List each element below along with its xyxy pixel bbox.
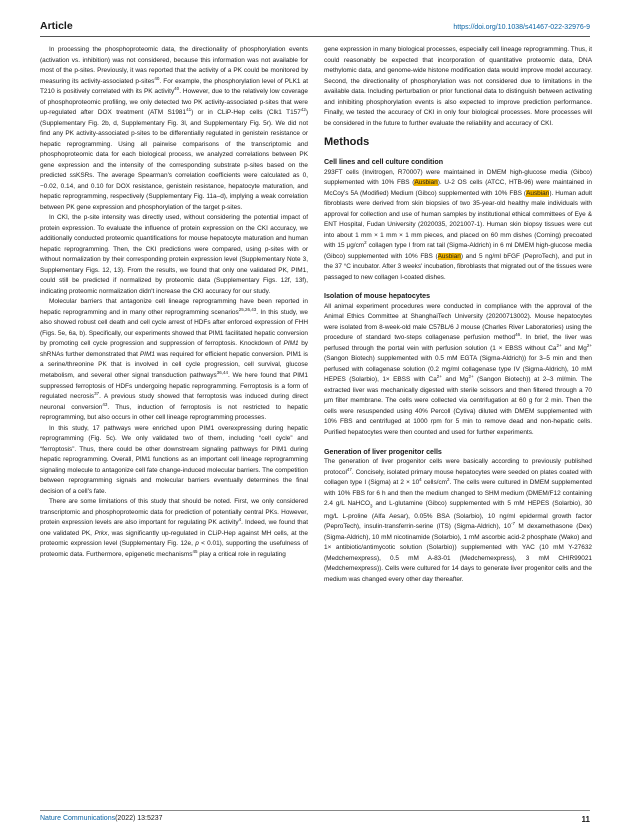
- subsection-heading: Generation of liver progenitor cells: [324, 447, 442, 456]
- right-column: [324, 45, 592, 585]
- highlight: Ausbian: [414, 179, 438, 187]
- subsection-heading: Isolation of mouse hepatocytes: [324, 292, 431, 301]
- paragraph: There are some limitations of this study that should be noted. First, we only considered transcriptomic and phosphoproteomic data for prediction of potentially central PKs. However, protein expression levels are also important for regulating PK activity$^4$. Indeed, we found that one validated PK, Prkx, was significantly up-regulated in CLiP-Hep against MH cells, at the proteomic expression level (Supplementary Fig. 12e, p < 0.01), supporting the usefulness of proteomic data. Furthermore, epigenetic mechanisms$^{45}$ play a critical role in regulating: [40, 498, 308, 558]
- page-header: [40, 20, 590, 36]
- page-footer: [40, 815, 590, 824]
- paragraph: 293FT cells (Invitrogen, R70007) were maintained in DMEM high-glucose media (Gibco) supplemented with 10% FBS (Ausbian). U-2 OS cells (ATCC, HTB-96) were maintained in McCoy's 5A (Modified) Medium (Gibco) supplemented with 10% FBS (Ausbian). Human adult fibroblasts were derived from skin biopsies of two 35-year-old healthy male individuals with approval for collection and use of human samples by institutional ethical committees of Eye & ENT Hospital, Fudan University (2020035, 2021007-1). Human skin biopsy tissues were cut into about 1 mm × 1 mm × 1 mm pieces, and placed on 60 mm dishes (Corning) precoated with 15 $\mu g/cm^2$ collagen type I from rat tail (Sigma-Aldrich) in 6 ml DMEM high-glucose media (Gibco) supplemented with 10% FBS (Ausbian) and 5 ng/ml bFGF (PeproTech), and put in the 37 °C incubator. After 3 weeks' incubation, fibroblasts that migrated out of the tissues were passaged to new collagen I-coated dishes.: [324, 168, 592, 281]
- subsection-heading: Cell lines and cell culture condition: [324, 158, 444, 167]
- highlight: Ausbian: [526, 189, 550, 197]
- page-number: 11: [581, 815, 590, 824]
- footer-divider: [40, 810, 590, 811]
- paragraph: All animal experiment procedures were conducted in compliance with the approval of the Animal Ethics Committee at ShanghaiTech University (20200713002). Mouse hepatocytes were isolated from 8-week-old male C57BL/6 J mouse (Charles River Laboratories) using the procedure of standard two-steps collagenase perfusion method$^{46}$. In brief, the liver was perfused through the portal vein with perfusion solution (1 × EBSS without $Ca^{2+}$ and $Mg^{2+}(Sangon$ Biotech) supplemented with 0.5 mM EGTA (Sigma-Aldrich)) for 3–5 min and then perfused with collagenase solution (0.2 mg/ml collagenase type IV (Sigma-Aldrich), 10 mM HEPES (Solarbio), 1× EBSS with $Ca^{2+}$ and $Mg^{2+}$ (Sangon Biotech)) at 2–3 ml/min. The extracted liver was mechanically digested with sterile scissors and then filtered through a 70 μm filter membrane. The cells were collected via centrifugation at 60 g for 2 min. Then the cells were resuspended using 40% Percoll (Cytiva) diluted with DMEM supplemented with 10% FBS and centrifuged at 1000 rpm for 5 min to remove dead and non-hepatic cells. Purified hepatocytes were then counted and used for further experiments.: [324, 302, 592, 436]
- paragraph: The generation of liver progenitor cells were basically according to previously published protocol$^{47}$. Concisely, isolated primary mouse hepatocytes were seeded on plates coated with collagen type I (Sigma) at $2 \times 10^4$ cells/$cm^2$. The cells were cultured in DMEM supplemented with 10% FBS for 6 h and then the medium changed to SHM medium (DMEM/F12 containing 2.4 g/L NaHCO$_3$ and L-glutamine (Gibco) supplemented with 5 mM HEPES (Solarbio), 30 mg/L L-proline (Alfa Aesar), 0.05% BSA (Solarbio), 10 ng/ml epidermal growth factor (PeproTech), insulin-transferrin-serine (ITS) (Sigma-Aldrich), $10^{-7}$ M dexamethasone (Dex) (Sigma-Aldrich), 10 mM nicotinamide (Solarbio), 1 mM ascorbic acid-2 phosphate (Wako) and 1× antibiotic/antimycotic solution (Solarbio)) supplemented with YAC (10 mM Y-27632 (Medchemexpress), 0.5 mM A-83-01 (Medchemexpress), 3 mM CHIR99021 (Medchemexpress)). Cells were cultured for 14 days to generate liver progenitor cells and the medium was changed every other day thereafter.: [324, 458, 592, 583]
- highlight: Ausbian: [437, 252, 461, 260]
- paragraph: In this study, 17 pathways were enriched upon PIM1 overexpressing during hepatic reprogramming (Fig. 5c). We only validated two of them, including “cell cycle” and “ferroptosis”. Thus, there could be other downstream signaling pathways for PIM1 during hepatic reprogramming. Overall, PIM1 functions as an important cell lineage reprogramming signaling molecule to antagonize cell fate change-induced molecular barriers. The competition between reprogramming signals and molecular barriers eventually determines the final decision of a cell's fate.: [40, 424, 308, 495]
- left-column: [40, 45, 308, 560]
- header-divider: [40, 36, 590, 37]
- paragraph: In CKI, the p-site intensity was directly used, without considering the potential impact of protein expression. To evaluate the influence of protein expression on the CKI accuracy, we additionally conducted proteomic quantifications for mouse hepatocyte maturation and human hepatic reprogramming. Then, the CKI predictions were compared, using p-sites with or without normalization by their corresponding protein expression level (Supplementary Note 3, Supplementary Figs. 12, 13). From the results, we found that only one validated PK, PIM1, could still be predicted if normalized by proteomic data (Supplementary Figs. 12f, 13f), indicating proteomic normalization didn't increase the CKI accuracy for our study.: [40, 214, 308, 295]
- doi-link[interactable]: https://doi.org/10.1038/s41467-022-32976-9: [453, 24, 590, 31]
- paragraph: gene expression in many biological processes, especially cell lineage reprogramming. Thus, it could reasonably be expected that incorporation of quantitative proteomic data, DNA methylomic data, and genome-wide histone modification data would improve model accuracy. Second, the directionality of phosphorylation was not considered due to limitations in the available data. Including perturbation or prior functional data to distinguish between activating and inhibiting phosphorylation events is also expected to improve prediction performance. Finally, we tested the accuracy of CKI in only four biological processes. More processes will be considered in the future to further evaluate the reliability and accuracy of CKI.: [324, 46, 592, 127]
- journal-name[interactable]: Nature Communications: [40, 815, 116, 822]
- citation: (2022) 13:5237: [115, 815, 163, 822]
- article-type-label: Article: [40, 20, 73, 32]
- paragraph: In processing the phosphoproteomic data, the directionality of phosphorylation events (activation vs. inhibition) was not considered, because this information was not available for most of the p-sites. Previously, it was reported that the activity of a PK could be monitored by measuring its activity-associated p-sites$^{40}$. For example, the phosphorylation level of PLK1 at T210 is positively correlated with its PK activity$^{40}$. However, due to the relatively low coverage of phosphoproteomic profiling, we only detected two PK activity-associated p-sites that were up-regulated after DOX treatment (ATM S1981$^{41}$) or in CLiP-Hep cells (Clk1 $T157^{42}$) (Supplementary Fig. 2b, d, Supplementary Fig. 3l, and Supplementary Fig. 5r). We did not find any PK activity-associated p-sites to be differentially regulated in genistein resistance or hepatic reprogramming. Using all pairwise comparisons of the transcriptomic and phosphoproteomic data for each biological process, we analyzed correlations between PK gene expression and the intensity of the corresponding substrate p-sites based on the predicted ssKSRs. The average Spearman's correlation coefficients were calculated as 0, −0.02, 0.14, and 0.10 for DOX resistance, genistein resistance, hepatocyte maturation, and hepatic reprogramming, respectively (Supplementary Fig. 11a–d), implying a weak correlation between PK gene expression and phosphorylation of the target p-sites.: [40, 46, 309, 211]
- section-heading-methods: Methods: [324, 136, 370, 149]
- paragraph: Molecular barriers that antagonize cell lineage reprogramming have been reported in hepatic reprogramming and in many other reprogramming scenarios$^{25,26,43}$. In this study, we also showed robust cell death and cell cycle arrest of HDFs after enforced expression of FHH (Figs. 5e, 6a, b). Specifically, our experiments showed that PIM1 facilitated hepatic conversion by promoting cell cycle progression and suppression of ferroptosis. Knockdown of PIM1 by shRNAs further demonstrated that PIM1 was required for efficient hepatic conversion. PIM1 is a serine/threonine PK that is involved in cell cycle progression, cell survival, glucose metabolism, and several other signal transduction pathways$^{36,44}$. We here found that PIM1 suppressed ferroptosis of HDFs undergoing hepatic reprogramming. Ferroptosis is a form of regulated necrosis$^{37}$. A previous study showed that ferroptosis was induced during direct neuronal conversion$^{43}$. Thus, induction of ferroptosis is not restricted to hepatic reprogramming, but also occurs in other cell lineage reprogramming processes.: [40, 298, 309, 422]
